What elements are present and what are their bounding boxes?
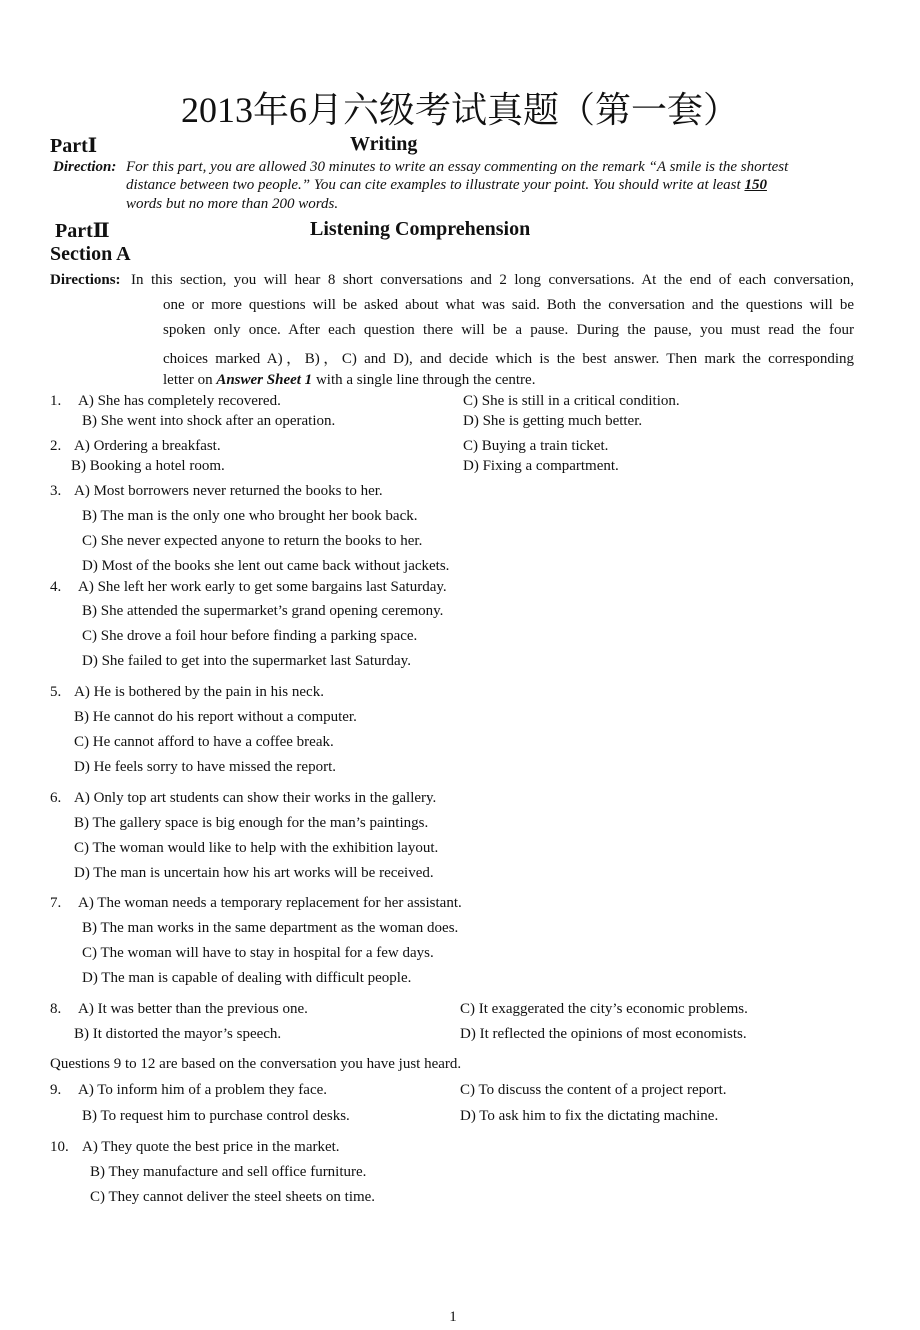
option-c: C) She drove a foil hour before finding a parking space. xyxy=(82,628,418,644)
question-number: 5. xyxy=(50,684,62,700)
option-d: D) Fixing a compartment. xyxy=(463,458,619,474)
part1-direction-line: words but no more than 200 words. xyxy=(126,196,339,212)
option-b: B) He cannot do his report without a computer. xyxy=(74,709,357,725)
option-c: C) They cannot deliver the steel sheets on time. xyxy=(90,1189,376,1205)
part1-heading: Writing xyxy=(350,133,418,155)
option-a: A) Most borrowers never returned the books to her. xyxy=(74,483,383,499)
part2-heading: Listening Comprehension xyxy=(310,218,531,240)
option-d: D) It reflected the opinions of most economists. xyxy=(460,1026,747,1042)
page-number: 1 xyxy=(449,1309,457,1325)
option-a: A) Only top art students can show their works in the gallery. xyxy=(74,790,437,806)
option-c: C) It exaggerated the city’s economic problems. xyxy=(460,1001,748,1017)
part1-direction-line: distance between two people.” You can cite examples to illustrate your point. You should write at least 150 xyxy=(126,177,767,193)
question-number: 8. xyxy=(50,1001,62,1017)
option-d: D) He feels sorry to have missed the report. xyxy=(74,759,337,775)
option-b: B) The man is the only one who brought her book back. xyxy=(82,508,418,524)
answer-sheet-ref: Answer Sheet 1 xyxy=(216,372,313,388)
question-number: 1. xyxy=(50,393,62,409)
option-b: B) It distorted the mayor’s speech. xyxy=(74,1026,282,1042)
option-b: B) The gallery space is big enough for the man’s paintings. xyxy=(74,815,429,831)
directions-line: spoken only once. After each question there will be a pause. During the pause, you must read the four xyxy=(163,322,854,338)
directions-line: one or more questions will be asked about what was said. Both the conversation and the questions will be xyxy=(163,297,854,313)
option-a: A) They quote the best price in the market. xyxy=(82,1139,340,1155)
option-b: B) The man works in the same department as the woman does. xyxy=(82,920,459,936)
option-d: D) The man is capable of dealing with difficult people. xyxy=(82,970,412,986)
question-number: 9. xyxy=(50,1082,62,1098)
page-title: 2013年6月六级考试真题（第一套） xyxy=(180,90,739,130)
directions-line: choices marked A)，B)，C) and D), and decide which is the best answer. Then mark the corresponding xyxy=(163,351,854,367)
option-a: A) Ordering a breakfast. xyxy=(74,438,221,454)
part1-direction-line: For this part, you are allowed 30 minutes to write an essay commenting on the remark “A smile is the shortest xyxy=(126,159,789,175)
option-d: D) Most of the books she lent out came back without jackets. xyxy=(82,558,450,574)
option-c: C) She never expected anyone to return the books to her. xyxy=(82,533,423,549)
option-a: A) It was better than the previous one. xyxy=(78,1001,308,1017)
directions-line: In this section, you will hear 8 short conversations and 2 long conversations. At the end of each conversation, xyxy=(131,272,854,288)
question-number: 10. xyxy=(50,1139,69,1155)
option-a: A) She has completely recovered. xyxy=(78,393,281,409)
question-number: 3. xyxy=(50,483,62,499)
option-d: D) She failed to get into the supermarket last Saturday. xyxy=(82,653,411,669)
question-number: 6. xyxy=(50,790,62,806)
part1-label: PartⅠ xyxy=(50,135,98,157)
directions-line: letter on Answer Sheet 1 with a single line through the centre. xyxy=(163,372,536,388)
option-a: A) The woman needs a temporary replacement for her assistant. xyxy=(78,895,462,911)
directions-label: Directions: xyxy=(50,272,121,288)
question-number: 2. xyxy=(50,438,62,454)
option-b: B) Booking a hotel room. xyxy=(71,458,225,474)
conversation-note: Questions 9 to 12 are based on the conversation you have just heard. xyxy=(50,1056,462,1072)
option-c: C) The woman will have to stay in hospital for a few days. xyxy=(82,945,434,961)
option-b: B) She went into shock after an operation. xyxy=(82,413,336,429)
option-c: C) He cannot afford to have a coffee break. xyxy=(74,734,334,750)
section-heading: Section A xyxy=(50,243,131,265)
option-d: D) To ask him to fix the dictating machine. xyxy=(460,1108,719,1124)
option-a: A) She left her work early to get some bargains last Saturday. xyxy=(78,579,447,595)
option-d: D) The man is uncertain how his art works will be received. xyxy=(74,865,434,881)
option-c: C) To discuss the content of a project report. xyxy=(460,1082,727,1098)
option-c: C) Buying a train ticket. xyxy=(463,438,609,454)
option-b: B) She attended the supermarket’s grand opening ceremony. xyxy=(82,603,444,619)
min-words: 150 xyxy=(744,177,767,193)
part1-direction-label: Direction: xyxy=(53,159,117,175)
option-a: A) He is bothered by the pain in his neck. xyxy=(74,684,324,700)
option-b: B) They manufacture and sell office furniture. xyxy=(90,1164,367,1180)
option-a: A) To inform him of a problem they face. xyxy=(78,1082,328,1098)
option-c: C) She is still in a critical condition. xyxy=(463,393,680,409)
part2-label: PartⅡ xyxy=(55,220,110,242)
option-b: B) To request him to purchase control desks. xyxy=(82,1108,350,1124)
option-c: C) The woman would like to help with the exhibition layout. xyxy=(74,840,439,856)
question-number: 4. xyxy=(50,579,62,595)
option-d: D) She is getting much better. xyxy=(463,413,643,429)
question-number: 7. xyxy=(50,895,62,911)
